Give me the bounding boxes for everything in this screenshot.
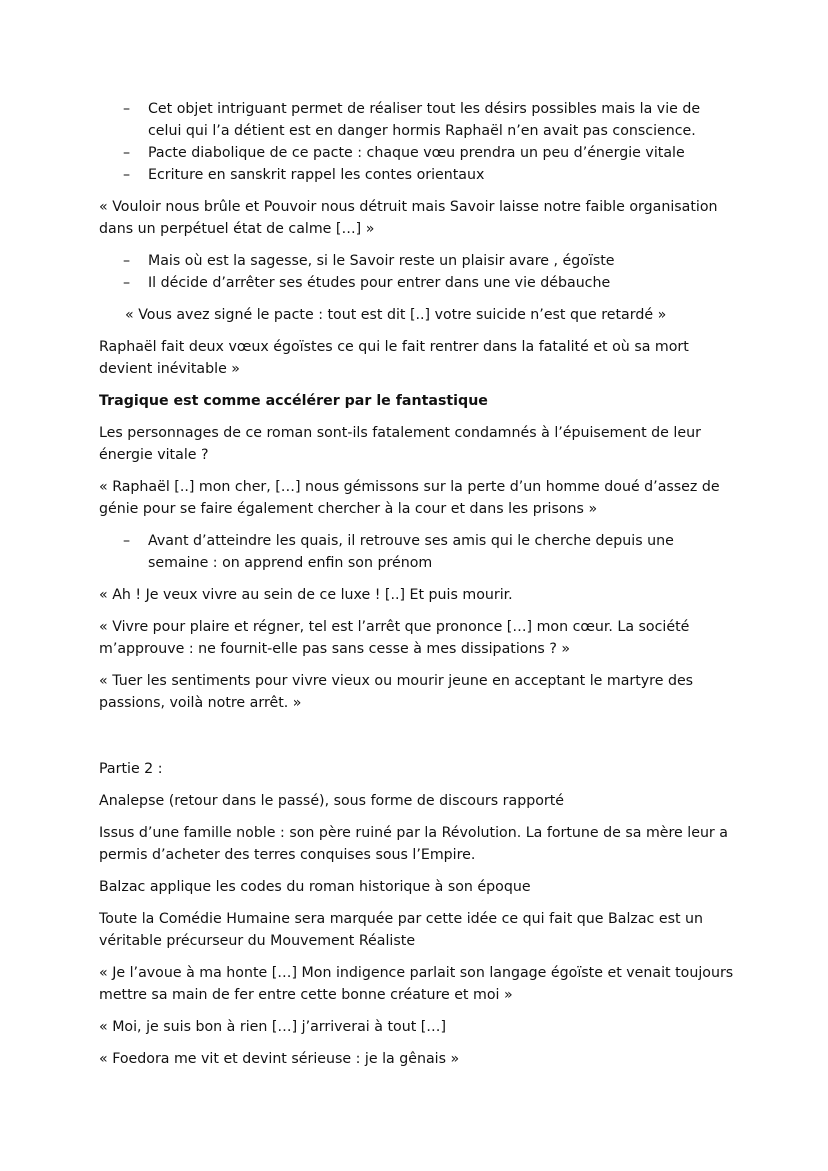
list-item: – Mais où est la sagesse, si le Savoir reste un plaisir avare , égoïste xyxy=(99,250,734,272)
bullet-list xyxy=(99,250,734,294)
list-item: – Avant d’atteindre les quais, il retrouve ses amis qui le cherche depuis une semaine : on apprend enfin son prénom xyxy=(99,530,734,574)
paragraph: Toute la Comédie Humaine sera marquée par cette idée ce qui fait que Balzac est un véritable précurseur du Mouvement Réaliste xyxy=(99,911,704,949)
bullet-list xyxy=(99,530,734,574)
section-heading: Tragique est comme accélérer par le fantastique xyxy=(99,393,488,409)
blank-gap xyxy=(99,724,734,758)
document-body xyxy=(99,98,734,1080)
paragraph: Raphaël fait deux vœux égoïstes ce qui le fait rentrer dans la fatalité et où sa mort devient inévitable » xyxy=(99,339,689,377)
paragraph: « Tuer les sentiments pour vivre vieux ou mourir jeune en acceptant le martyre des passions, voilà notre arrêt. » xyxy=(99,673,694,711)
list-item: – Ecriture en sanskrit rappel les contes orientaux xyxy=(99,164,734,186)
paragraph: « Vouloir nous brûle et Pouvoir nous détruit mais Savoir laisse notre faible organisation dans un perpétuel état de calme […] » xyxy=(99,199,718,237)
list-item: – Cet objet intriguant permet de réaliser tout les désirs possibles mais la vie de celui qui l’a détient est en danger hormis Raphaël n’en avait pas conscience. xyxy=(99,98,734,142)
paragraph: « Foedora me vit et devint sérieuse : je la gênais » xyxy=(99,1051,460,1067)
paragraph: « Raphaël [..] mon cher, […] nous gémissons sur la perte d’un homme doué d’assez de génie pour se faire également chercher à la cour et dans les prisons » xyxy=(99,479,720,517)
paragraph: « Vivre pour plaire et régner, tel est l’arrêt que prononce […] mon cœur. La société m’approuve : ne fournit-elle pas sans cesse à mes dissipations ? » xyxy=(99,619,690,657)
paragraph: Partie 2 : xyxy=(99,761,163,777)
paragraph: Balzac applique les codes du roman historique à son époque xyxy=(99,879,531,895)
paragraph: Issus d’une famille noble : son père ruiné par la Révolution. La fortune de sa mère leur a permis d’acheter des terres conquises sous l’Empire. xyxy=(99,825,728,863)
paragraph: « Ah ! Je veux vivre au sein de ce luxe ! [..] Et puis mourir. xyxy=(99,587,513,603)
paragraph: Les personnages de ce roman sont-ils fatalement condamnés à l’épuisement de leur énergie vitale ? xyxy=(99,425,701,463)
list-item: – Pacte diabolique de ce pacte : chaque vœu prendra un peu d’énergie vitale xyxy=(99,142,734,164)
indented-quote: « Vous avez signé le pacte : tout est dit [..] votre suicide n’est que retardé » xyxy=(125,307,667,323)
list-item: – Il décide d’arrêter ses études pour entrer dans une vie débauche xyxy=(99,272,734,294)
paragraph: « Je l’avoue à ma honte […] Mon indigence parlait son langage égoïste et venait toujours mettre sa main de fer entre cette bonne créature et moi » xyxy=(99,965,734,1003)
paragraph: « Moi, je suis bon à rien […] j’arriverai à tout […] xyxy=(99,1019,447,1035)
bullet-list xyxy=(99,98,734,186)
paragraph: Analepse (retour dans le passé), sous forme de discours rapporté xyxy=(99,793,565,809)
